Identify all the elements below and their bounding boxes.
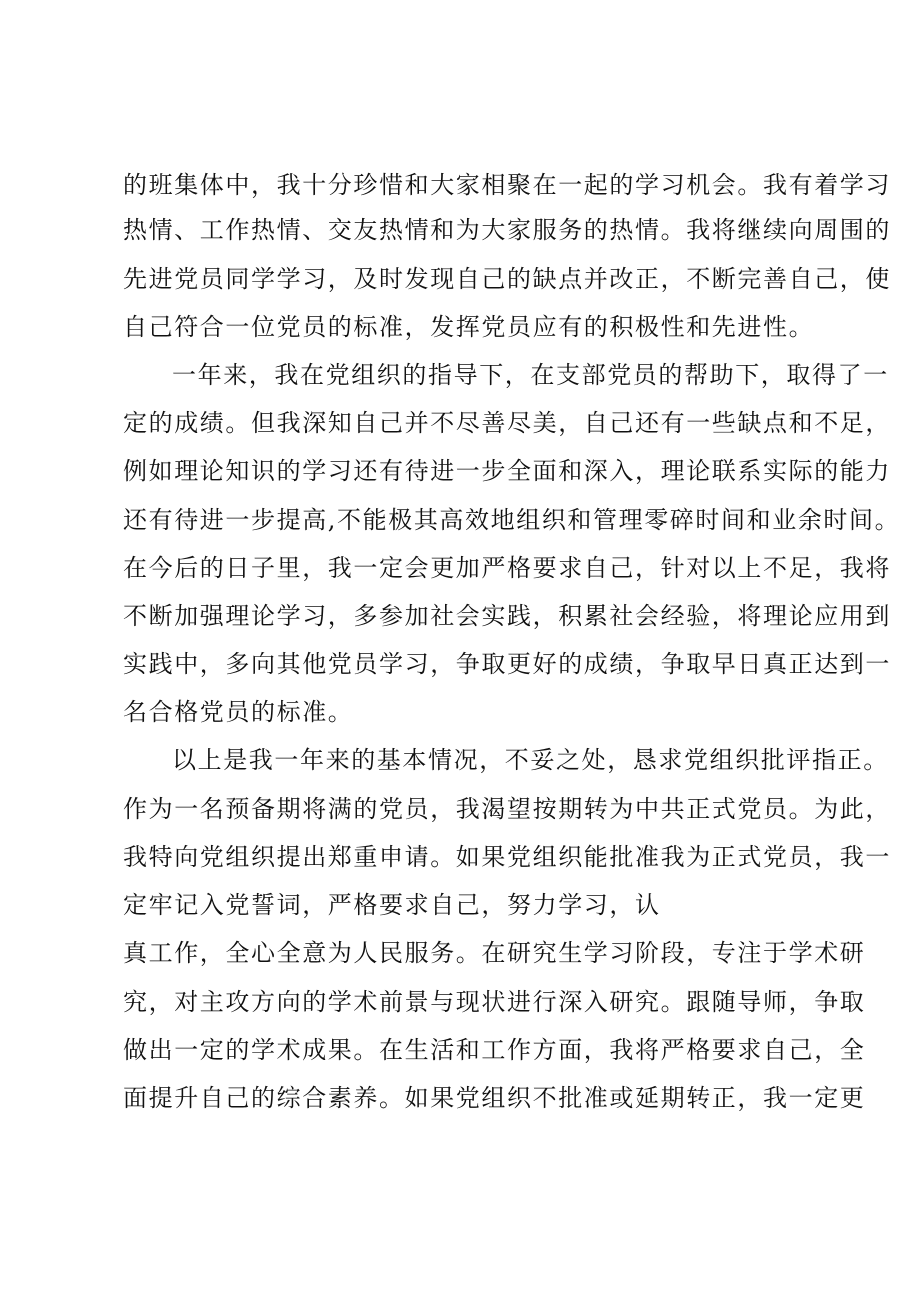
text-line: 实践中，多向其他党员学习，争取更好的成绩，争取早日真正达到一 bbox=[123, 650, 891, 678]
text-line: 自己符合一位党员的标准，发挥党员应有的积极性和先进性。 bbox=[123, 313, 815, 341]
text-line: 定的成绩。但我深知自己并不尽善尽美，自己还有一些缺点和不足， bbox=[123, 409, 891, 437]
text-line: 面提升自己的综合素养。如果党组织不批准或延期转正，我一定更 bbox=[123, 1084, 866, 1112]
text-line: 我特向党组织提出郑重申请。如果党组织能批准我为正式党员，我一 bbox=[123, 843, 891, 871]
text-line: 的班集体中，我十分珍惜和大家相聚在一起的学习机会。我有着学习 bbox=[123, 171, 891, 199]
text-line: 例如理论知识的学习还有待进一步全面和深入，理论联系实际的能力 bbox=[123, 457, 891, 485]
text-line: 究，对主攻方向的学术前景与现状进行深入研究。跟随导师，争取 bbox=[123, 988, 866, 1016]
text-line: 先进党员同学学习，及时发现自己的缺点并改正，不断完善自己，使 bbox=[123, 265, 891, 293]
text-line: 名合格党员的标准。 bbox=[123, 698, 354, 726]
text-line: 真工作，全心全意为人民服务。在研究生学习阶段，专注于学术研 bbox=[123, 939, 866, 967]
text-line: 在今后的日子里，我一定会更加严格要求自己，针对以上不足，我将 bbox=[123, 554, 891, 582]
text-line: 还有待进一步提高,不能极其高效地组织和管理零碎时间和业余时间。 bbox=[123, 506, 901, 534]
text-line: 作为一名预备期将满的党员，我渴望按期转为中共正式党员。为此， bbox=[123, 795, 891, 823]
text-line: 不断加强理论学习，多参加社会实践，积累社会经验，将理论应用到 bbox=[123, 602, 891, 630]
text-line: 以上是我一年来的基本情况，不妥之处，恳求党组织批评指正。 bbox=[172, 746, 889, 774]
text-line: 一年来，我在党组织的指导下，在支部党员的帮助下，取得了一 bbox=[172, 361, 889, 389]
text-line: 做出一定的学术成果。在生活和工作方面，我将严格要求自己，全 bbox=[123, 1036, 866, 1064]
text-line: 定牢记入党誓词，严格要求自己，努力学习，认 bbox=[123, 891, 661, 919]
text-line: 热情、工作热情、交友热情和为大家服务的热情。我将继续向周围的 bbox=[123, 216, 891, 244]
